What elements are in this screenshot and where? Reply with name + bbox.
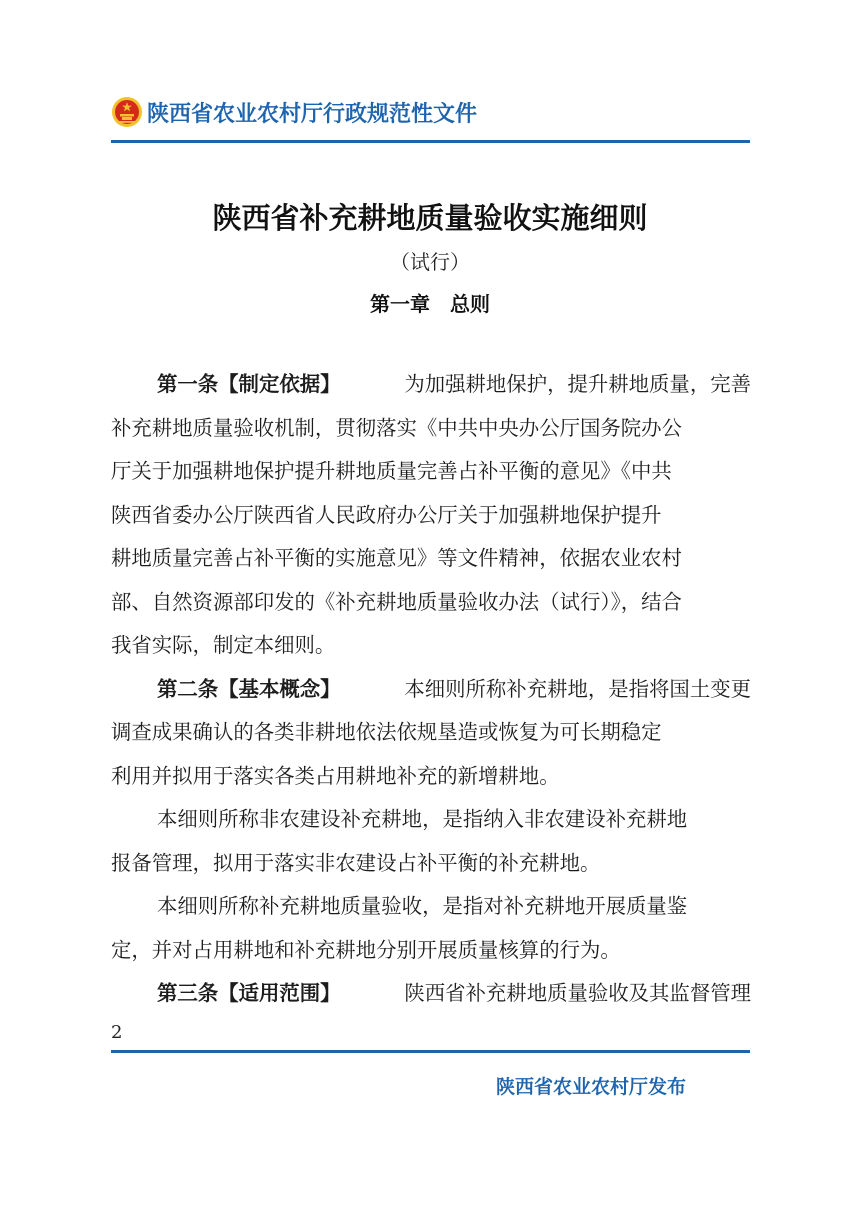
page-number: 2 [111, 1022, 123, 1043]
document-header [111, 96, 751, 136]
body-line [111, 540, 751, 584]
body-line-text: 补充耕地质量验收机制，贯彻落实《中共中央办公厅国务院办公 [111, 415, 682, 440]
document-subtitle: （试行） [390, 250, 470, 274]
chapter-heading: 第一章 总则 [370, 292, 490, 316]
body-line [111, 801, 751, 845]
footer-divider [111, 1050, 750, 1053]
body-line [111, 714, 751, 758]
national-emblem-icon [111, 96, 143, 128]
article-heading: 第三条【适用范围】 [157, 981, 341, 1005]
body-line [111, 975, 751, 1019]
document-body [111, 366, 751, 1019]
article-heading: 第二条【基本概念】 [157, 676, 341, 701]
body-line [111, 671, 751, 715]
body-line [111, 410, 751, 454]
body-line-text: 本细则所称非农建设补充耕地，是指纳入非农建设补充耕地 [157, 807, 688, 831]
body-line-text: 耕地质量完善占补平衡的实施意见》等文件精神，依据农业农村 [111, 546, 682, 570]
body-line-text: 部、自然资源部印发的《补充耕地质量验收办法（试行）》，结合 [111, 589, 682, 614]
body-line-text: 本细则所称补充耕地，是指将国土变更 [404, 676, 751, 701]
body-line [111, 758, 751, 802]
body-line [111, 845, 751, 889]
publisher-footer: 陕西省农业农村厅发布 [496, 1076, 687, 1098]
body-line-text: 我省实际，制定本细则。 [111, 633, 336, 657]
body-line-text: 为加强耕地保护，提升耕地质量，完善 [404, 372, 751, 396]
body-line-text: 陕西省委办公厅陕西省人民政府办公厅关于加强耕地保护提升 [111, 502, 662, 527]
body-line [111, 584, 751, 628]
header-title: 陕西省农业农村厅行政规范性文件 [147, 102, 478, 127]
body-line [111, 932, 751, 976]
body-line [111, 627, 751, 671]
header-divider [111, 140, 750, 143]
body-line [111, 497, 751, 541]
body-line-text: 利用并拟用于落实各类占用耕地补充的新增耕地。 [111, 763, 560, 788]
document-title: 陕西省补充耕地质量验收实施细则 [212, 201, 648, 235]
body-line-text: 定，并对占用耕地和补充耕地分别开展质量核算的行为。 [111, 937, 621, 962]
body-line [111, 453, 751, 497]
body-line-text: 厅关于加强耕地保护提升耕地质量完善占补平衡的意见》《中共 [111, 459, 672, 483]
article-heading: 第一条【制定依据】 [157, 372, 341, 396]
body-line-text: 调查成果确认的各类非耕地依法依规垦造或恢复为可长期稳定 [111, 720, 662, 744]
body-line-text: 陕西省补充耕地质量验收及其监督管理 [404, 981, 751, 1005]
body-line [111, 888, 751, 932]
body-line-text: 本细则所称补充耕地质量验收，是指对补充耕地开展质量鉴 [157, 894, 688, 918]
body-line-text: 报备管理，拟用于落实非农建设占补平衡的补充耕地。 [111, 850, 601, 875]
body-line [111, 366, 751, 410]
